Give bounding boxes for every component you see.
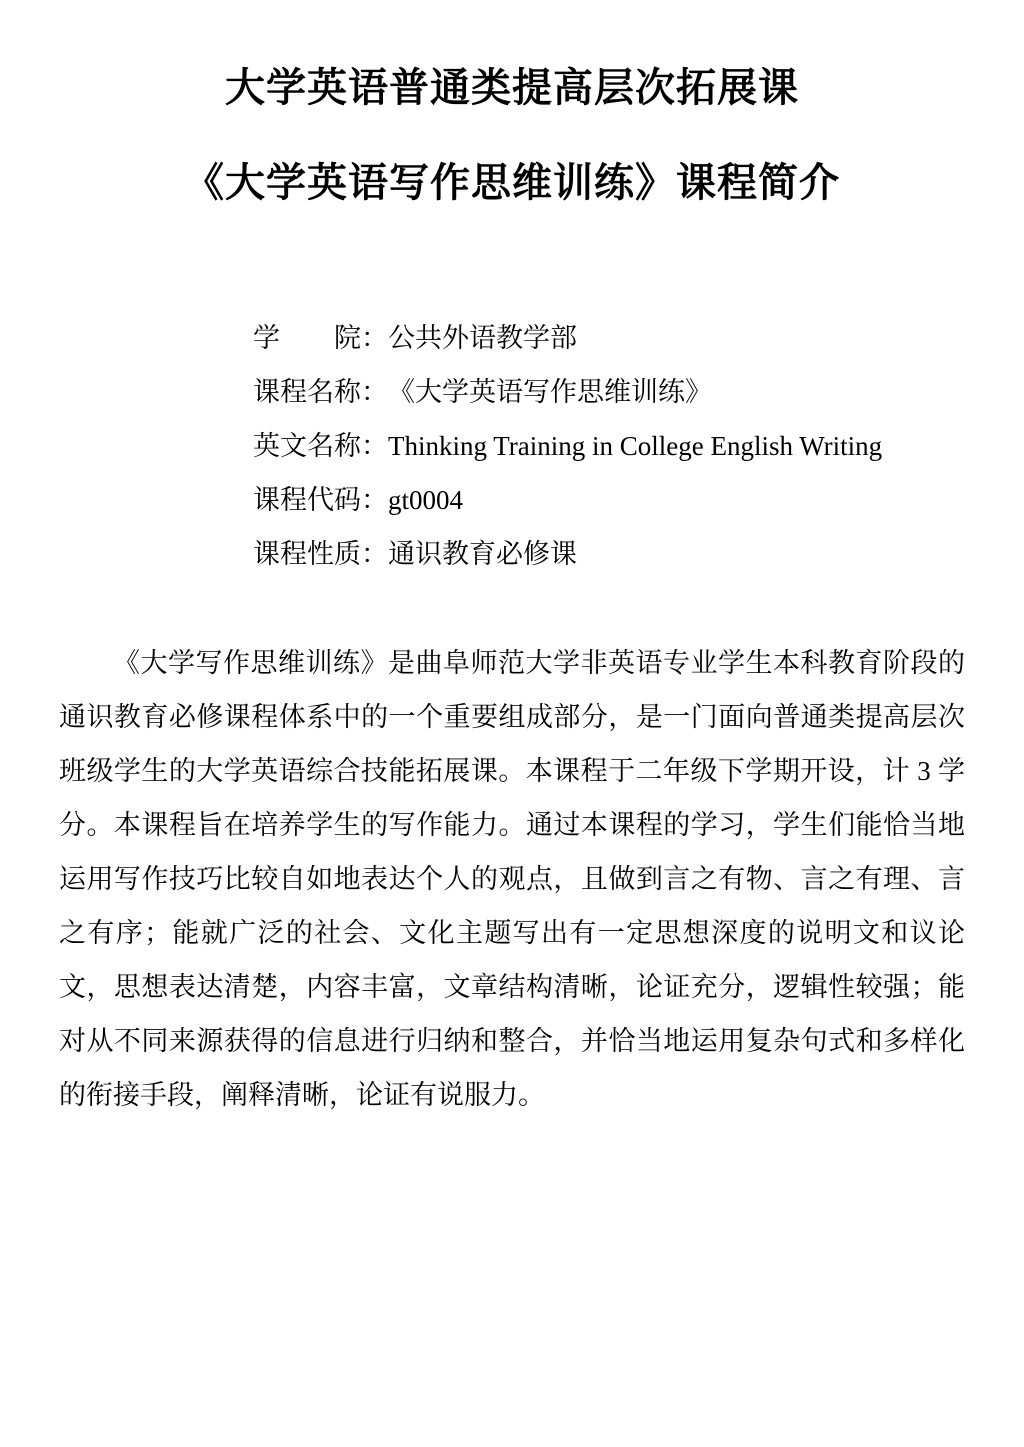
course-info-list xyxy=(253,311,1024,581)
info-colon: ： xyxy=(361,323,388,353)
info-label-english-name: 英文名称 xyxy=(253,431,361,461)
info-label-course-name: 课程名称 xyxy=(253,377,361,407)
info-colon: ： xyxy=(361,539,388,569)
info-label-college: 学院 xyxy=(253,323,361,353)
info-row-course-code xyxy=(253,473,1024,527)
info-colon: ： xyxy=(361,431,388,461)
info-label-course-type: 课程性质 xyxy=(253,539,361,569)
info-value-english-name: Thinking Training in College English Writing xyxy=(388,431,883,461)
info-value-course-name: 《大学英语写作思维训练》 xyxy=(388,377,712,407)
info-row-course-name xyxy=(253,365,1024,419)
info-row-course-type xyxy=(253,527,1024,581)
info-row-english-name xyxy=(253,419,1024,473)
document-title-line1: 大学英语普通类提高层次拓展课 xyxy=(225,66,799,110)
info-row-college xyxy=(253,311,1024,365)
info-value-course-type: 通识教育必修课 xyxy=(388,539,577,569)
course-description-paragraph: 《大学写作思维训练》是曲阜师范大学非英语专业学生本科教育阶段的通识教育必修课程体系中的一个重要组成部分，是一门面向普通类提高层次班级学生的大学英语综合技能拓展课。本课程于二年级下学期开设，计 3 学分。本课程旨在培养学生的写作能力。通过本课程的学习，学生们能恰当地运用写作技巧比较自如地表达个人的观点，且做到言之有物、言之有理、言之有序；能就广泛的社会、文化主题写出有一定思想深度的说明文和议论文，思想表达清楚，内容丰富，文章结构清晰，论证充分，逻辑性较强；能对从不同来源获得的信息进行归纳和整合，并恰当地运用复杂句式和多样化的衔接手段，阐释清晰，论证有说服力。 xyxy=(59,648,965,1110)
info-value-course-code: gt0004 xyxy=(388,485,464,515)
info-value-college: 公共外语教学部 xyxy=(388,323,577,353)
info-label-course-code: 课程代码 xyxy=(253,485,361,515)
info-colon: ： xyxy=(361,377,388,407)
document-title-line2: 《大学英语写作思维训练》课程简介 xyxy=(184,161,840,205)
info-colon: ： xyxy=(361,485,388,515)
